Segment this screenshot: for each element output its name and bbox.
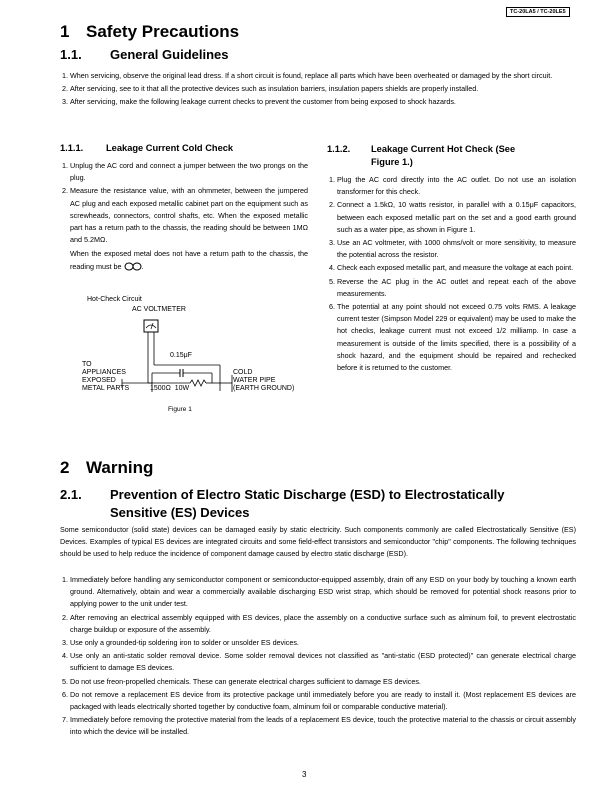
section-1-title (60, 22, 239, 42)
subsection-title: Leakage Current Cold Check (106, 143, 234, 153)
note-text: When the exposed metal does not have a return path to the chassis, the reading must be (70, 249, 308, 271)
subsection-number: 1.1.1. (60, 143, 84, 153)
list-item: 2. After removing an electrical assembly equipped with ES devices, place the assembly on a conductive surface such as alminum foil, to prevent electrostatic charge buildup or exposure of the assembly. (70, 612, 576, 636)
list-item: 6. The potential at any point should not exceed 0.75 volts RMS. A leakage current tester (Simpson Model 229 or equivalent) may be used to make the hot checks, leakage current must not exceed 1/2 milliamp. In case a measurement is outside of the limits specified, there is a possibility of a shock hazard, and the equipment should be repaired and rechecked before it is returned to the customer. (337, 301, 576, 374)
ground-label (233, 369, 294, 393)
subsection-title-cont: Figure 1.) (371, 157, 413, 167)
hot-check-circuit-figure (82, 295, 312, 405)
section-title: Warning (86, 458, 154, 477)
list-item: 2. Connect a 1.5kΩ, 10 watts resistor, in parallel with a 0.15μF capacitors, between each exposed metallic part on the set and a good earth ground such as a water pipe, as shown in Figure 1. (337, 199, 576, 236)
esd-list (60, 574, 576, 740)
subsection-number: 1.1. (60, 47, 82, 62)
subsection-title: General Guidelines (110, 47, 229, 62)
general-guidelines-list (60, 70, 576, 110)
subsection-title: Leakage Current Hot Check (See (371, 144, 516, 154)
meter-label: AC VOLTMETER (132, 306, 186, 313)
list-item: 2. After servicing, see to it that all the protective devices such as insulation barriers, insulation papers shields are properly installed. (70, 83, 576, 95)
list-item: 4. Use only an anti-static solder removal device. Some solder removal devices not classified as "anti-static (ESD protected)" can generate electrical charge sufficient to damage ES devices. (70, 650, 576, 674)
page-number: 3 (302, 770, 307, 779)
subsection-number: 2.1. (60, 487, 82, 502)
resistor-label: 1500Ω 10W (150, 385, 190, 392)
appliance-label (82, 361, 129, 393)
cold-check-note: When the exposed metal does not have a return path to the chassis, the reading must be . (70, 249, 308, 271)
list-item: 3. Use an AC voltmeter, with 1000 ohms/volt or more sensitivity, to measure the potential across the resistor. (337, 237, 576, 261)
label-line: EXPOSED (82, 377, 116, 384)
voltmeter-icon (144, 320, 158, 332)
subsection-title-cont: Sensitive (ES) Devices (110, 505, 250, 520)
section-2-title (60, 458, 153, 478)
list-item: 1. When servicing, observe the original lead dress. If a short circuit is found, replace all parts which have been overheated or damaged by the short circuit. (70, 70, 576, 82)
section-title: Safety Precautions (86, 22, 240, 41)
subsection-1-1-title (60, 47, 229, 62)
section-number: 2 (60, 458, 70, 477)
list-item: 3. After servicing, make the following leakage current checks to prevent the customer from being exposed to shock hazards. (70, 96, 576, 108)
cold-check-list (60, 160, 308, 273)
label-line: METAL PARTS (82, 385, 130, 392)
list-item: 1. Unplug the AC cord and connect a jumper between the two prongs on the plug. (70, 160, 308, 184)
subsection-2-1-title (60, 486, 580, 522)
hot-check-title (327, 143, 515, 169)
list-item: 1. Plug the AC cord directly into the AC outlet. Do not use an isolation transformer for this check. (337, 174, 576, 198)
list-item: 5. Do not use freon-propelled chemicals. These can generate electrical charges sufficient to damage ES devices. (70, 676, 576, 688)
list-item: 3. Use only a grounded-tip soldering iron to solder or unsolder ES devices. (70, 637, 576, 649)
list-item: 4. Check each exposed metallic part, and measure the voltage at each point. (337, 262, 576, 274)
subsection-number: 1.1.2. (327, 144, 351, 154)
esd-intro: Some semiconductor (solid state) devices can be damaged easily by static electricity. Such components commonly are called Electrostatically Sensitive (ES) Devices. Examples of typical ES devices are integrated circuits and some field-effect transistors and semiconductor "chip" components. The following techniques should be used to help reduce the incidence of component damage caused by electro static discharge (ESD). (60, 525, 576, 559)
list-item: 7. Immediately before removing the protective material from the leads of a replacement ES device, touch the protective material to the chassis or circuit assembly into which the device will be installed. (70, 714, 576, 738)
label-line: APPLIANCES (82, 369, 126, 376)
figure-title: Hot-Check Circuit (87, 296, 142, 303)
model-label: TC-20LA5 / TC-20LE5 (506, 7, 570, 17)
resistor-zigzag (190, 380, 206, 386)
capacitor-label: 0.15μF (170, 352, 192, 359)
label-line: (EARTH GROUND) (233, 385, 295, 392)
list-item: 1. Immediately before handling any semiconductor component or semiconductor-equipped assembly, drain off any ESD on your body by touching a known earth ground. Alternatively, obtain and wear a commercially available discharging ESD wrist strap, which should be removed for potential shock reasons prior to applying power to the unit under test. (70, 574, 576, 611)
label-line: WATER PIPE (233, 377, 276, 384)
cold-check-title (60, 143, 233, 153)
list-item: 5. Reverse the AC plug in the AC outlet and repeat each of the above measurements. (337, 276, 576, 300)
figure-caption: Figure 1 (168, 406, 192, 413)
subsection-title: Prevention of Electro Static Discharge (ESD) to Electrostatically (110, 487, 505, 502)
section-number: 1 (60, 22, 70, 41)
label-line: COLD (233, 369, 253, 376)
list-item: 6. Do not remove a replacement ES device from its protective package until immediately before you are ready to install it. (Most replacement ES devices are packaged with leads electrically shorted together by conductive foam, alminum foil or comparable conductive material). (70, 689, 576, 713)
list-item: 2. Measure the resistance value, with an ohmmeter, between the jumpered AC plug and each exposed metallic cabinet part on the equipment such as screwheads, connectors, control shafts, etc. When the exposed metallic part has a return path to the chassis, the reading should be between 1MΩ and 5.2MΩ. (70, 185, 308, 246)
hot-check-list (327, 174, 576, 375)
label-line: TO (82, 361, 92, 368)
infinity-symbol-icon (124, 262, 142, 271)
